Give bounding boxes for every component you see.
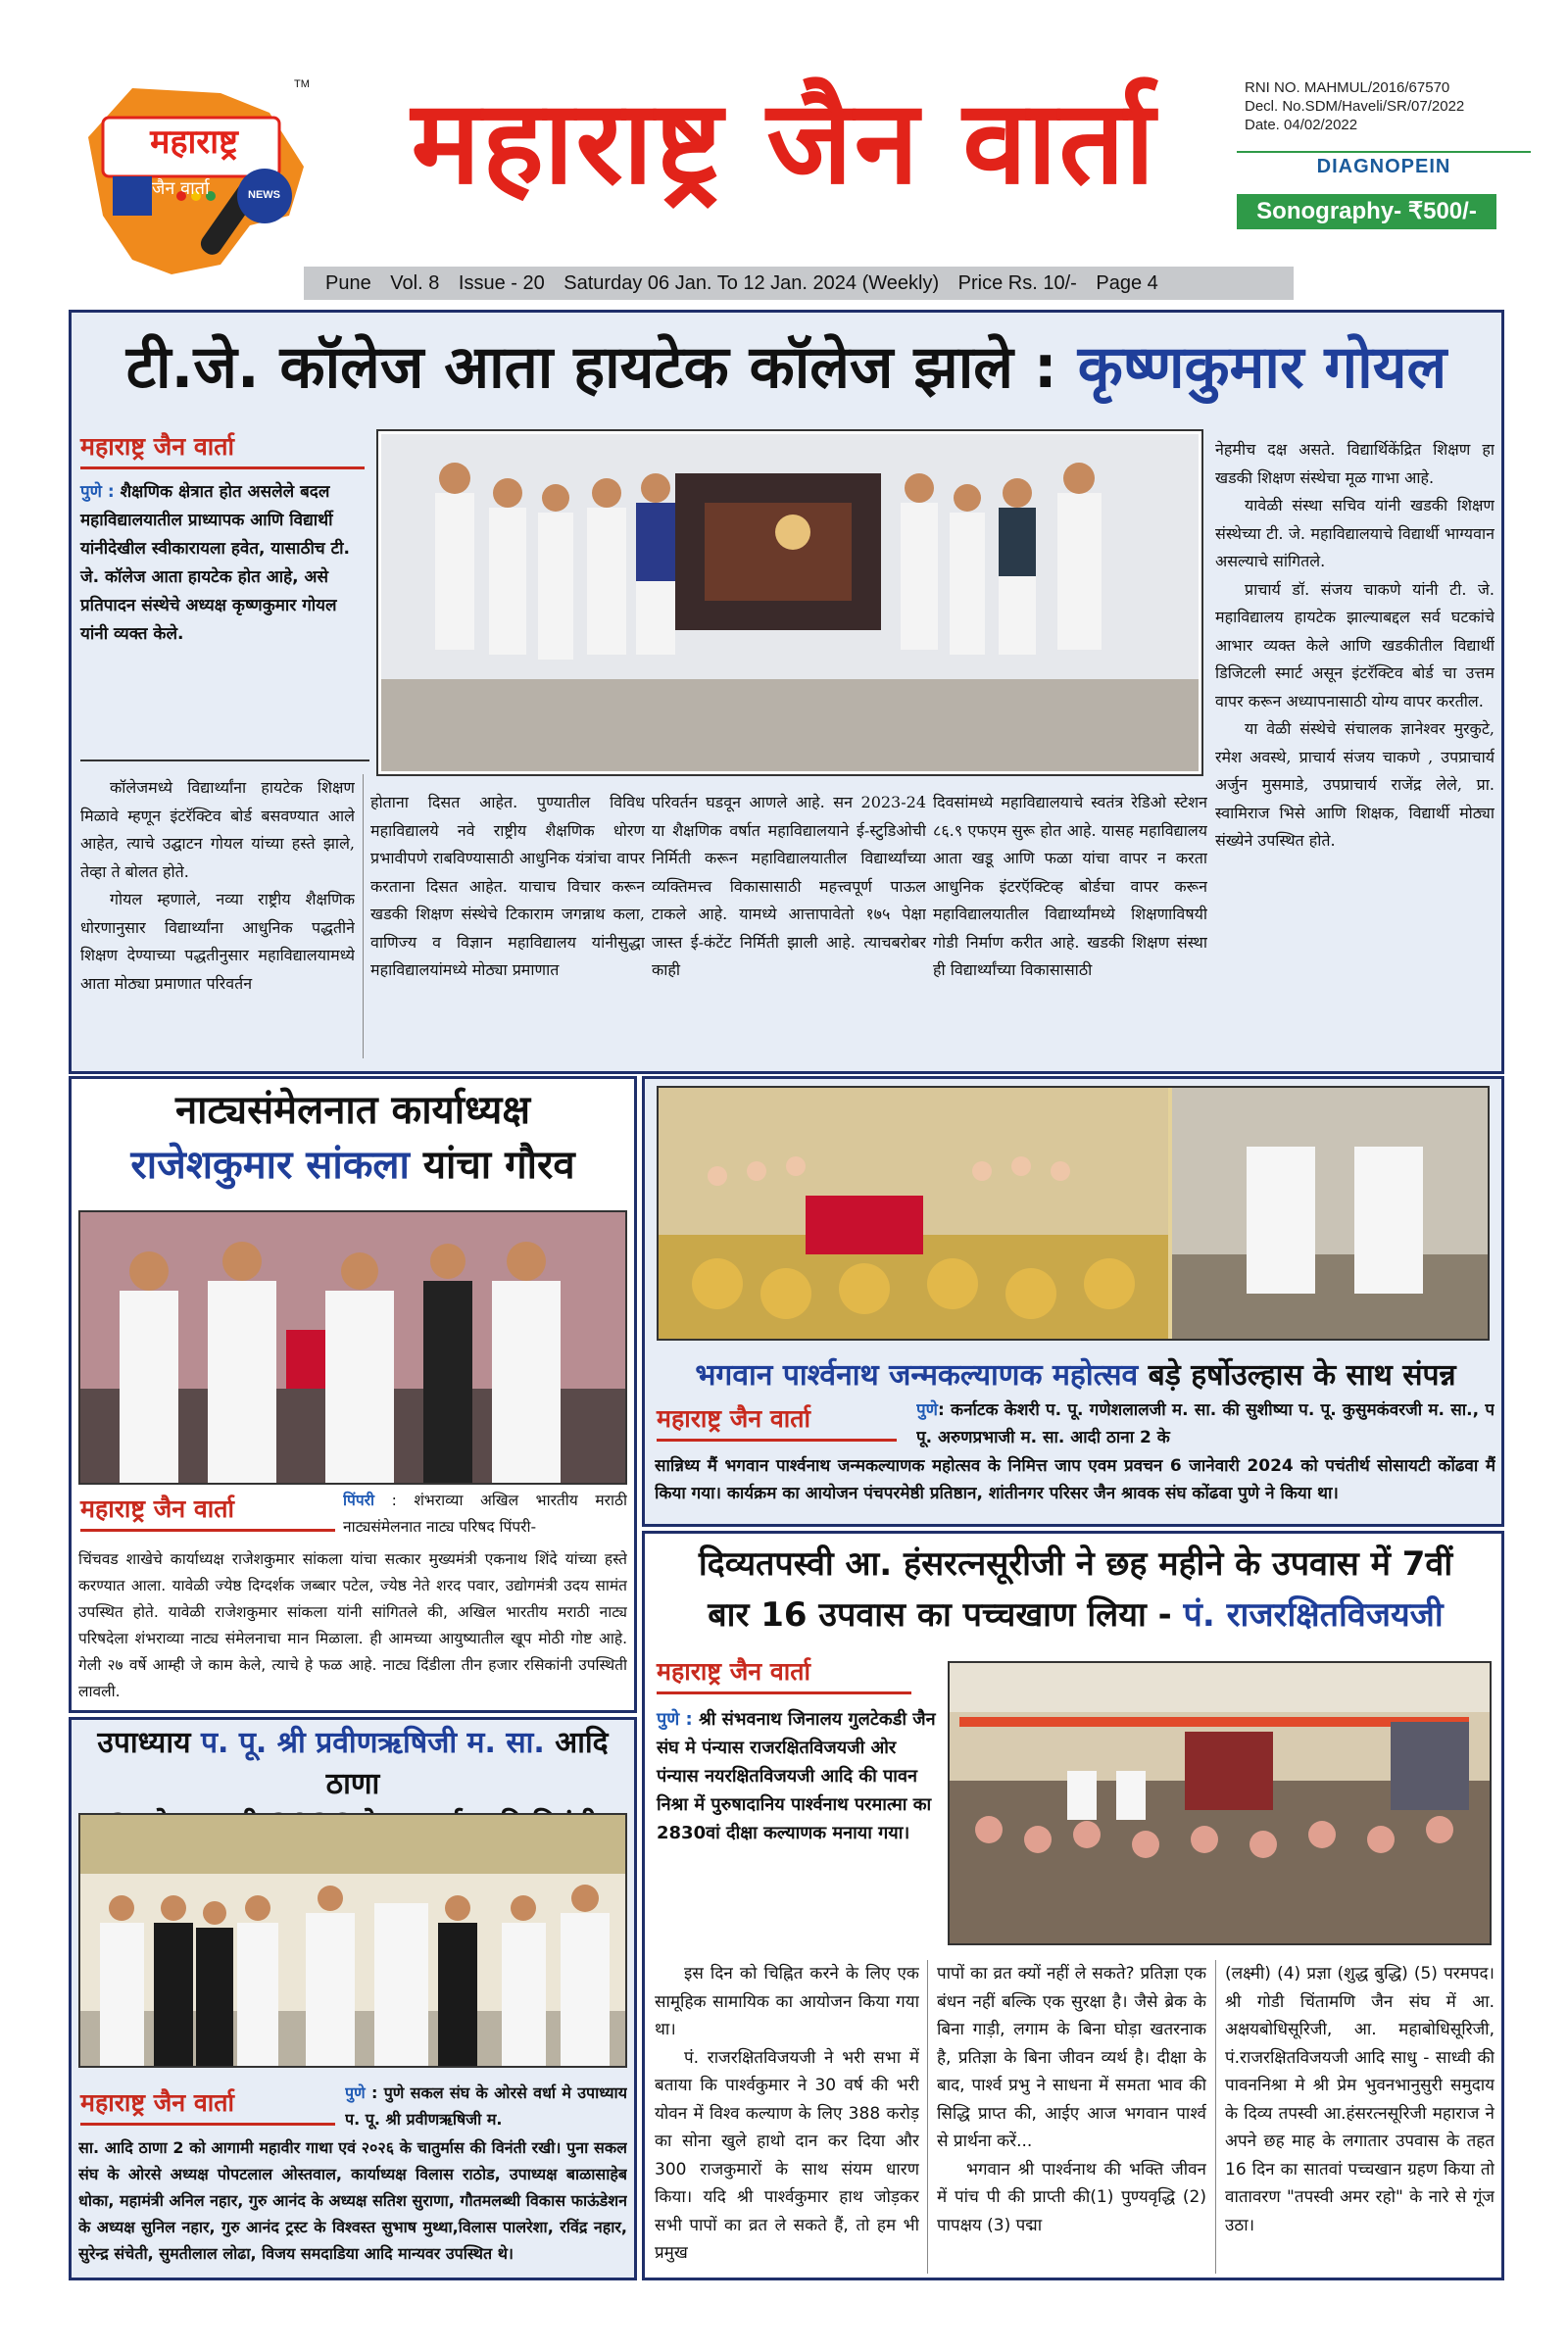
logo-wordmark: महाराष्ट्र [150, 122, 238, 162]
story2-photo [78, 1210, 627, 1485]
story5-col2-para2: भगवान श्री पार्श्वनाथ की भक्ति जीवन में पांच पी की प्राप्ती की(1) पुण्यवृद्धि (2) पापक्षय (3) पद्मा [937, 2159, 1206, 2235]
story2-byline: महाराष्ट्र जैन वार्ता [80, 1492, 335, 1532]
masthead-title: महाराष्ट्र जैन वार्ता [411, 74, 1157, 210]
lead-column-5 [1215, 436, 1494, 1063]
declaration-number: Decl. No.SDM/Haveli/SR/07/2022 [1245, 98, 1465, 115]
masthead-logo [74, 78, 328, 284]
rni-number: RNI NO. MAHMUL/2016/67570 [1245, 79, 1450, 96]
ad-offer: Sonography- ₹500/- [1237, 194, 1496, 229]
story4-text-right [345, 2080, 627, 2134]
lead-col5-para2: यावेळी संस्था सचिव यांनी खडकी शिक्षण संस्थेच्या टी. जे. महाविद्यालयाचे विद्यार्थी भाग्यवान असल्याचे सांगितले. [1215, 496, 1494, 570]
issue-number: Issue - 20 [458, 272, 545, 294]
logo-trademark: TM [294, 78, 310, 90]
story2-headline-line1: नाट्यसंमेलनात कार्याध्यक्ष [174, 1088, 531, 1133]
page-number: Page 4 [1096, 272, 1158, 294]
story2-headline [74, 1083, 632, 1193]
story3-headline-rest: बड़े हर्षोउल्हास के साथ संपन्न [1138, 1358, 1456, 1393]
lead-headline [78, 318, 1494, 416]
logo-news-badge: NEWS [248, 189, 280, 201]
lead-col2-text: होताना दिसत आहेत. पुण्यातील विविध महाविद्यालये नवे राष्ट्रीय शैक्षणिक धोरण प्रभावीपणे राबविण्यासाठी आधुनिक यंत्रांचा वापर करताना दिसत आहेत. याचाच विचार करून खडकी शिक्षण संस्थेचे टिकाराम जगन्नाथ कला, वाणिज्य व विज्ञान महाविद्यालय यांनीसुद्धा महाविद्यालयांमध्ये मोठ्या प्रमाणात [370, 793, 645, 979]
story2-text-right [343, 1488, 627, 1544]
issue-dates: Saturday 06 Jan. To 12 Jan. 2024 (Weekly) [564, 272, 940, 294]
lead-intro-rule [80, 760, 369, 761]
lead-col5-para4: या वेळी संस्थेचे संचालक ज्ञानेश्वर मुरकुटे, रमेश अवस्थे, प्राचार्य संजय चाकणे , उपप्राचार्य अर्जुन मुसमाडे, उपप्राचार्य राजेंद्र लेले, प्रा. स्वामिराज भिसे आणि शिक्षक, विद्यार्थी मोठ्या संख्येने उपस्थित होते. [1215, 719, 1494, 850]
story4-headline-b: आदि ठाणा [325, 1726, 609, 1801]
lead-column-4 [933, 789, 1207, 1058]
issue-info-bar [304, 267, 1294, 300]
story2-text-right-body: : शंभराव्या अखिल भारतीय मराठी नाट्यसंमेलनात नाट्य परिषद पिंपरी- [343, 1492, 627, 1536]
story5-col1-para1: इस दिन को चिह्नित करने के लिए एक सामूहिक सामायिक का आयोजन किया गया था। [655, 1964, 919, 2039]
advertisement [1237, 147, 1531, 237]
story4-text-right-body: : पुणे सकल संघ के ओरसे वर्धा मे उपाध्याय प. पू. श्री प्रवीणऋषिजी म. [345, 2083, 627, 2129]
story5-col1-para2: पं. राजरक्षितविजयजी ने भरी सभा में बताया कि पार्श्वकुमार ने 30 वर्ष की भरी योवन में विश्व कल्याण के लिए 388 करोड़ का सोना खुले हाथो दान कर दिया और 300 राजकुमारों के साथ संयम धारण किया। यदि श्री पार्श्वकुमार हाथ जोड़कर सभी पापों का व्रत ले सकते हैं, तो हम भी प्रमुख [655, 2047, 919, 2263]
lead-col1-para1: कॉलेजमध्ये विद्यार्थ्यांना हायटेक शिक्षण मिळावे म्हणून इंटरॅक्टिव बोर्ड बसवण्यात आले आहेत, त्याचे उद्घाटन गोयल यांच्या हस्ते झाले, तेव्हा ते बोलत होते. [80, 778, 355, 881]
story5-headline-name: पं. राजरक्षितविजयजी [1183, 1595, 1444, 1635]
story5-col2-para1: पापों का व्रत क्यों नहीं ले सकते? प्रतिज्ञा एक बंधन नहीं बल्कि एक सुरक्षा है। जैसे ब्रेक के बिना गाड़ी, लगाम के बिना घोड़ा खतरनाक है, प्रतिज्ञा के बिना जीवन व्यर्थ है। दीक्षा के बाद, पार्श्व प्रभु ने साधना में समता भाव की सिद्धि प्राप्त की, आईए आज भगवान पार्श्व से प्रार्थना करें... [937, 1964, 1206, 2151]
lead-intro-text: शैक्षणिक क्षेत्रात होत असलेले बदल महाविद्यालयातील प्राध्यापक आणि विद्यार्थी यांनीदेखील स्वीकारायला हवेत, यासाठीच टी. जे. कॉलेज आता हायटेक होत आहे, असे प्रतिपादन संस्थेचे अध्यक्ष कृष्णकुमार गोयल यांनी व्यक्त केले. [80, 482, 350, 644]
lead-column-2 [370, 789, 645, 1058]
lead-intro-place: पुणे : [80, 482, 121, 502]
story5-photo [948, 1661, 1492, 1945]
story4-photo [78, 1813, 627, 2068]
story3-place: पुणे [916, 1400, 938, 1420]
story5-column-3: (लक्ष्मी) (4) प्रज्ञा (शुद्ध बुद्धि) (5) परमपद। श्री गोडी चिंतामणि जैन संघ में आ. अक्षयबोधिसूरिजी, आ. महाबोधिसूरिजी, पं.राजरक्षितविजयजी आदि साधु - साध्वी की पावननिश्रा मे श्री प्रेम भुवनभानुसुरी समुदाय के दिव्य तपस्वी आ.हंसरत्नसूरिजी महाराज ने अपने छह माह के लगातार उपवास के तहत 16 दिन का सातवां पच्चखान ग्रहण किया तो वातावरण "तपस्वी अमर रहो" के नारे से गूंज उठा। [1225, 1964, 1494, 2235]
story5-intro-place: पुणे : [657, 1709, 699, 1730]
story4-headline-a: उपाध्याय [97, 1726, 201, 1760]
lead-column-1 [80, 774, 355, 1058]
story3-photos [657, 1086, 1490, 1341]
lead-col1-para2: गोयल म्हणाले, नव्या राष्ट्रीय शैक्षणिक धोरणानुसार विद्यार्थ्यांना आधुनिक पद्धतीने शिक्षण देण्याच्या पद्धतीनुसार महाविद्यालयामध्ये आता मोठ्या प्रमाणात परिवर्तन [80, 890, 355, 993]
lead-byline: महाराष्ट्र जैन वार्ता [80, 429, 365, 469]
logo-subtitle: जैन वार्ता [152, 178, 210, 199]
story2-text: चिंचवड शाखेचे कार्याध्यक्ष राजेशकुमार सांकला यांचा सत्कार मुख्यमंत्री एकनाथ शिंदे यांच्या हस्ते करण्यात आला. यावेळी ज्येष्ठ दिग्दर्शक जब्बार पटेल, ज्येष्ठ नेते शरद पवार, उद्योगमंत्री उदय सामंत उपस्थित होते. यावेळी राजेशकुमार सांकला यांनी सांगितले की, अखिल भारतीय मराठी नाट्य परिषदेला शंभराव्या नाट्य संमेलनाचा मान मिळाला. ही आमच्या आयुष्यातील खूप मोठी गोष्ट आहे. गेली २७ वर्षे आम्ही जे काम केले, त्याचे हे फळ आहे. नाट्य दिंडीला तीन हजार रसिकांनी उपस्थिती लावली. [78, 1550, 627, 1700]
column-rule [927, 1960, 928, 2274]
story3-byline: महाराष्ट्र जैन वार्ता [657, 1401, 897, 1442]
story3-headline-main: भगवान पार्श्वनाथ जन्मकल्याणक महोत्सव [695, 1358, 1139, 1393]
story5-headline-line1: दिव्यतपस्वी आ. हंसरत्नसूरीजी ने छह महीने के उपवास में 7वीं [698, 1544, 1453, 1584]
lead-column-3 [652, 789, 926, 1058]
story2-place: पिंपरी [343, 1492, 374, 1509]
lead-intro [80, 478, 369, 649]
story5-intro-text: श्री संभवनाथ जिनालय गुलटेकडी जैन संघ मे पंन्यास राजरक्षितविजयजी ओर पंन्यास नयरक्षितविजयजी आदि की पावन निश्रा में पुरुषादानिय पार्श्वनाथ परमात्मा का 2830वां दीक्षा कल्याणक मनाया गया। [657, 1709, 936, 1843]
story5-byline: महाराष्ट्र जैन वार्ता [657, 1654, 911, 1694]
story5-headline [652, 1539, 1499, 1641]
column-rule [363, 774, 364, 1058]
issue-price: Price Rs. 10/- [957, 272, 1077, 294]
ad-brand: DIAGNOPEIN [1316, 156, 1451, 177]
registration-info [1245, 78, 1539, 134]
story4-place: पुणे [345, 2083, 366, 2102]
story5-column-1 [655, 1960, 919, 2274]
story3-headline [652, 1354, 1499, 1397]
lead-headline-main: टी.जे. कॉलेज आता हायटेक कॉलेज झाले : [125, 333, 1078, 402]
lead-photo [378, 431, 1201, 774]
story3-text-right-body: : कर्नाटक केशरी प. पू. गणेशलालजी म. सा. की सुशीष्या प. पू. कुसुमकंवरजी म. सा., प पू. अरुणप्रभाजी म. सा. आदी ठाना 2 के [916, 1400, 1494, 1447]
issue-volume: Vol. 8 [390, 272, 440, 294]
story4-headline-name: प. पू. श्री प्रवीणऋषिजी म. सा. [200, 1726, 545, 1760]
story3-text: सान्निध्य मैं भगवान पार्श्वनाथ जन्मकल्याणक महोत्सव के निमित्त जाप एवम प्रवचन 6 जानेवारी 2024 को पचंतीर्थ सोसायटी कोंढवा मैं किया गया। कार्यक्रम का आयोजन पंचपरमेष्ठी प्रतिष्ठान, शांतीनगर परिसर जैन श्रावक संघ कोंढवा पुणे ने किया था। [655, 1456, 1495, 1503]
lead-col3-text: परिवर्तन घडवून आणले आहे. सन 2023-24 या शैक्षणिक वर्षात महाविद्यालयाने ई-स्टुडिओची निर्मिती करून महाविद्यालयातील विद्यार्थ्यांच्या व्यक्तिमत्त्व विकासासाठी महत्त्वपूर्ण पाऊल टाकले आहे. यामध्ये आत्तापावेतो १७५ पेक्षा जास्त ई-कंटेंट निर्मिती झाली आहे. त्याचबरोबर काही [652, 793, 926, 979]
story5-column-2 [937, 1960, 1206, 2274]
story4-text: सा. आदि ठाणा 2 को आगामी महावीर गाथा एवं २०२६ के चातुर्मास की विनंती रखी। पुना सकल संघ के ओरसे अध्यक्ष पोपटलाल ओस्तवाल, कार्याध्यक्ष विलास राठोड, उपाध्यक्ष बाळासाहेब धोका, महामंत्री अनिल नहार, गुरु आनंद के अध्यक्ष सतिश सुराणा, गौतमलब्धी विकास फाऊंडेशन के अध्यक्ष सुनिल नहार, गुरु आनंद ट्रस्ट के विश्वस्त सुभाष मुथ्था,विलास पालरेशा, रविंद्र नहार, सुरेन्द्र संचेती, सुमतीलाल लोढा, विजय समदाडिया आदि मान्यवर उपस्थित थे। [78, 2138, 627, 2263]
registration-date: Date. 04/02/2022 [1245, 117, 1358, 133]
story4-byline: महाराष्ट्र जैन वार्ता [80, 2085, 335, 2126]
story5-headline-a: बार 16 उपवास का पच्चखाण लिया - [708, 1595, 1184, 1635]
lead-headline-name: कृष्णकुमार गोयल [1077, 333, 1447, 402]
column-rule [1215, 1960, 1216, 2274]
story2-headline-rest: यांचा गौरव [409, 1143, 575, 1188]
story2-headline-name: राजेशकुमार सांकला [130, 1143, 410, 1188]
lead-col5-para3: प्राचार्य डॉ. संजय चाकणे यांनी टी. जे. महाविद्यालय हायटेक झाल्याबद्दल सर्व घटकांचे आभार व्यक्त केले आणि खडकीतील विद्यार्थी डिजिटली स्मार्ट असून इंटरॅक्टिव बोर्ड चा उत्तम वापर करून अध्यापनासाठी योग्य वापर करतील. [1215, 579, 1494, 710]
lead-col4-text: दिवसांमध्ये महाविद्यालयाचे स्वतंत्र रेडिओ स्टेशन ८६.९ एफएम सुरू होत आहे. यासह महाविद्यालय आता खडू आणि फळा यांचा वापर न करता आधुनिक इंटरऍक्टिव्ह बोर्डचा वापर करून महाविद्यालयातील विद्यार्थ्यांमध्ये शिक्षणाविषयी गोडी निर्माण करीत आहे. खडकी शिक्षण संस्था ही विद्यार्थ्यांच्या विकासासाठी [933, 793, 1207, 979]
story5-intro [657, 1705, 936, 1847]
story3-text-right [916, 1396, 1494, 1453]
issue-city: Pune [325, 272, 371, 294]
lead-col5-para1: नेहमीच दक्ष असते. विद्यार्थिकेंद्रित शिक्षण हा खडकी शिक्षण संस्थेचा मूळ गाभा आहे. [1215, 440, 1494, 487]
